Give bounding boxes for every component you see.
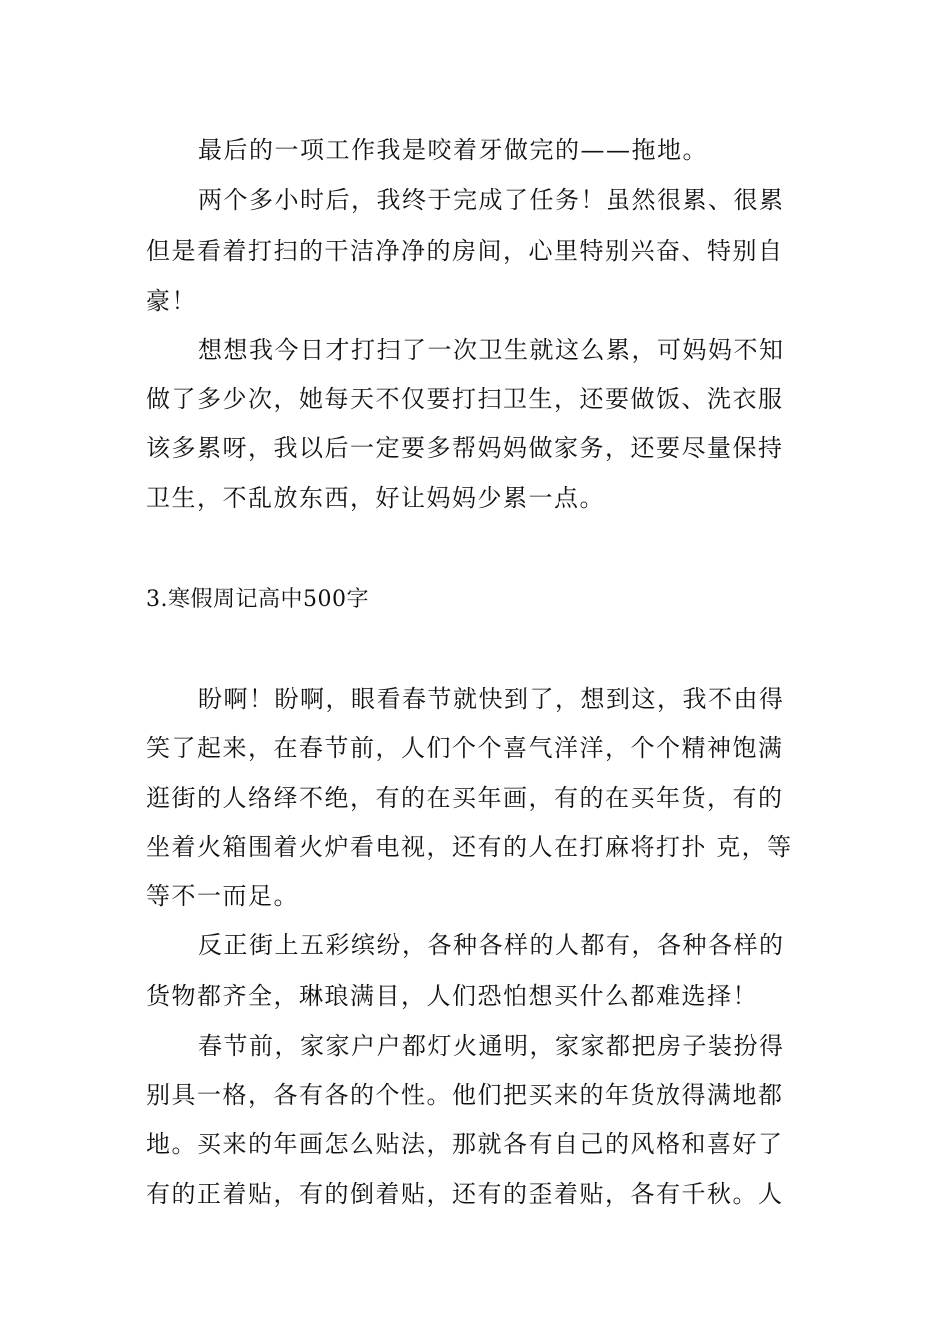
paragraph-line: 最后的一项工作我是咬着牙做完的——拖地。 (198, 136, 708, 164)
paragraph-line: 卫生，不乱放东西，好让妈妈少累一点。 (146, 484, 605, 512)
paragraph-line: 有的正着贴，有的倒着贴，还有的歪着贴，各有千秋。人 (146, 1180, 784, 1208)
paragraph-line: 盼啊！盼啊，眼看春节就快到了，想到这，我不由得 (198, 685, 785, 713)
section-heading: 3.寒假周记高中500字 (146, 587, 369, 612)
paragraph-line: 坐着火箱围着火炉看电视，还有的人在打麻将打扑 克，等 (146, 833, 793, 861)
paragraph-line: 笑了起来，在春节前，人们个个喜气洋洋，个个精神饱满 (146, 734, 784, 762)
paragraph-line: 想想我今日才打扫了一次卫生就这么累，可妈妈不知 (198, 336, 785, 364)
paragraph-line: 地。买来的年画怎么贴法，那就各有自己的风格和喜好了 (146, 1130, 784, 1158)
paragraph-line: 两个多小时后，我终于完成了任务！虽然很累、很累 (198, 186, 785, 214)
paragraph-line: 货物都齐全，琳琅满目，人们恐怕想买什么都难选择！ (146, 982, 758, 1010)
paragraph-line: 该多累呀，我以后一定要多帮妈妈做家务，还要尽量保持 (146, 434, 784, 462)
paragraph-line: 逛街的人络绎不绝，有的在买年画，有的在买年货，有的 (146, 784, 784, 812)
paragraph-line: 春节前，家家户户都灯火通明，家家都把房子装扮得 (198, 1032, 785, 1060)
paragraph-line: 等不一而足。 (146, 882, 299, 910)
paragraph-line: 但是看着打扫的干洁净净的房间，心里特别兴奋、特别自 (146, 237, 784, 265)
paragraph-line: 反正街上五彩缤纷，各种各样的人都有，各种各样的 (198, 931, 785, 959)
paragraph-line: 豪！ (146, 287, 197, 315)
paragraph-line: 做了多少次，她每天不仅要打扫卫生，还要做饭、洗衣服 (146, 385, 784, 413)
paragraph-line: 别具一格，各有各的个性。他们把买来的年货放得满地都 (146, 1081, 784, 1109)
